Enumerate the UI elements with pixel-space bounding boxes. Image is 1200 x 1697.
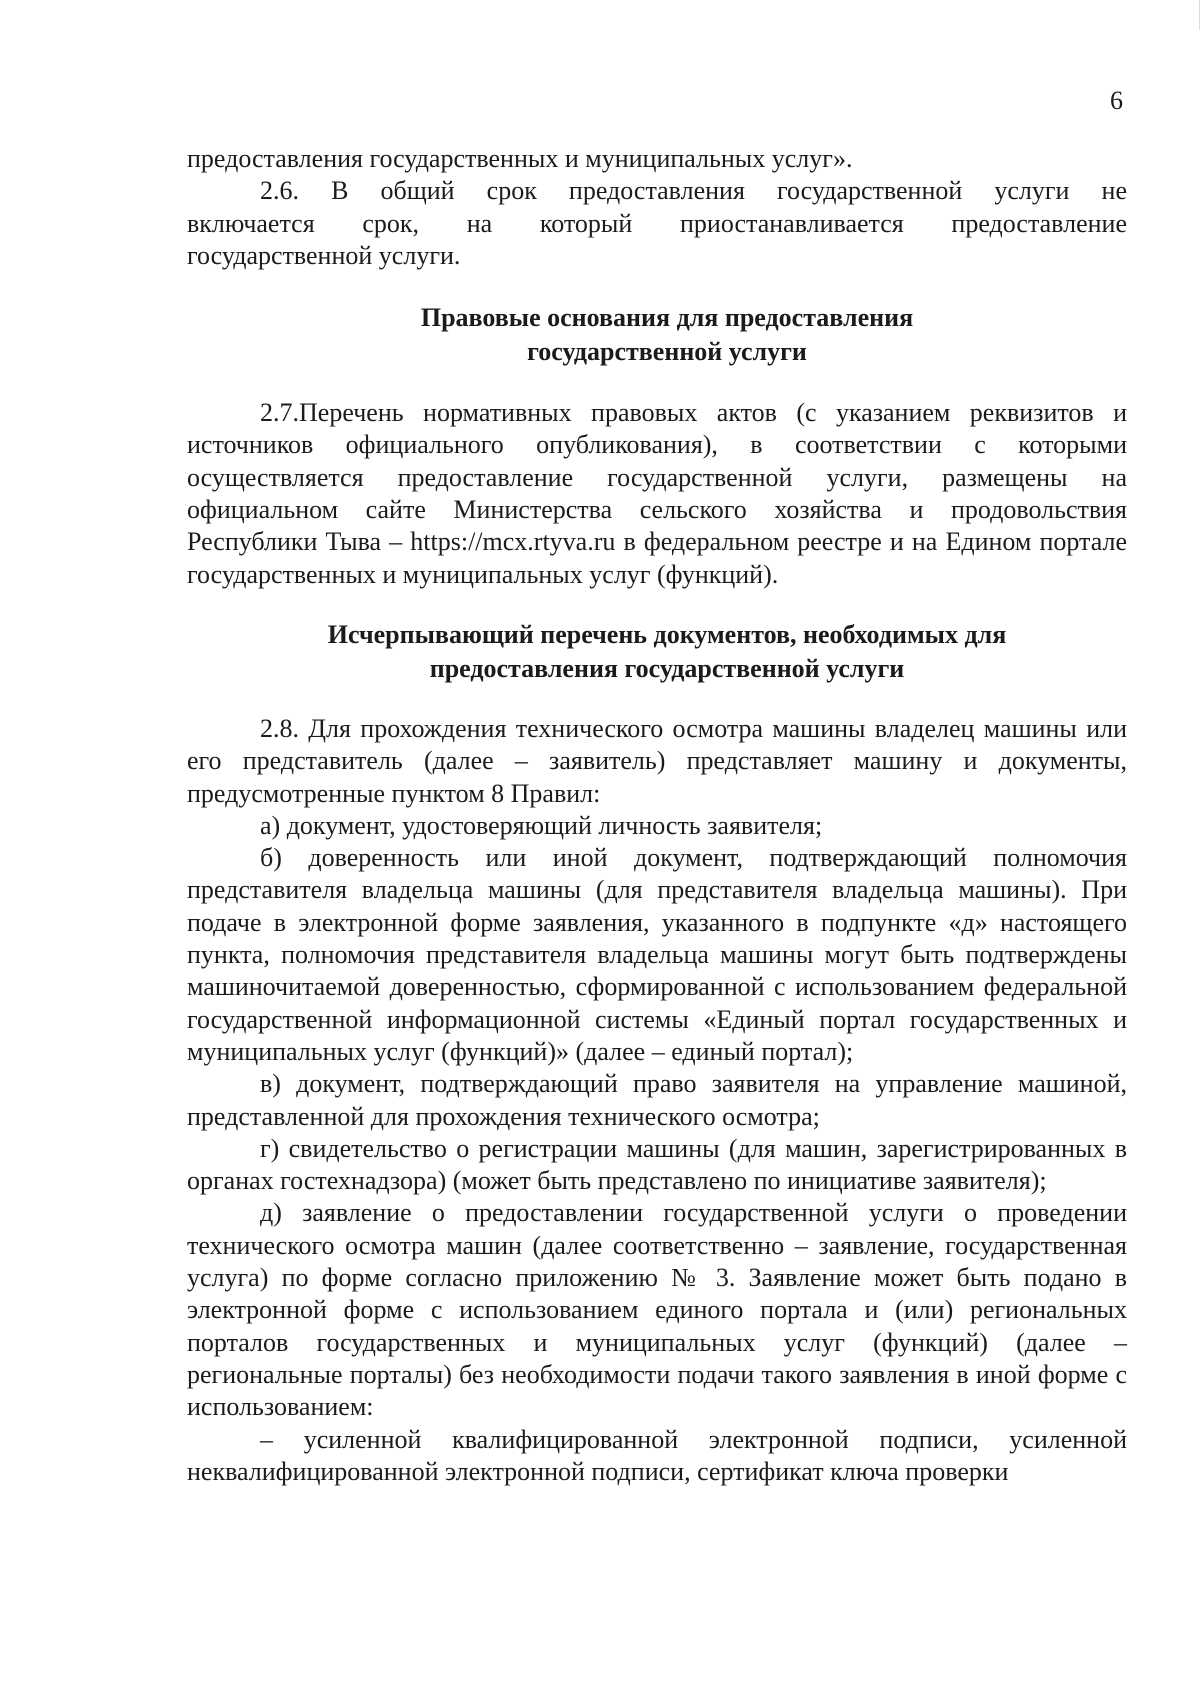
paragraph-2-7: 2.7.Перечень нормативных правовых актов (с указанием реквизитов и источников официального опубликования), в соответствии с которыми осуществляется предоставление государственной услуги, размещены на официальном сайте Министерства сельского хозяйства и продовольствия Республики Тыва – https://mcx.rtyva.ru в федеральном реестре и на Едином портале государственных и муниципальных услуг (функций). <box>187 398 1127 589</box>
list-item-dash: – усиленной квалифицированной электронной подписи, усиленной неквалифицированной электронной подписи, сертификат ключа проверки <box>187 1424 1127 1486</box>
paragraph-intro-end: предоставления государственных и муниципальных услуг». <box>187 144 853 173</box>
paragraph-2-6 <box>187 175 1127 272</box>
list-item-v: в) документ, подтверждающий право заявителя на управление машиной, представленной для прохождения технического осмотра; <box>187 1069 1127 1131</box>
section-heading-legal-basis <box>187 301 1127 369</box>
section-heading-documents-list <box>187 618 1127 686</box>
paragraph-2-6-line-3: государственной услуги. <box>187 240 461 270</box>
list-item-g: г) свидетельство о регистрации машины (для машин, зарегистрированных в органах гостехнадзора) (может быть представлено по инициативе заявителя); <box>187 1133 1127 1196</box>
paragraph-2-8: 2.8. Для прохождения технического осмотра машины владелец машины или его представитель (далее – заявитель) представляет машину и документы, предусмотренные пунктом 8 Правил: <box>187 713 1127 808</box>
document-body <box>187 143 1127 1488</box>
paragraph-2-6-line-1: 2.6. В общий срок предоставления государственной услуги не <box>260 176 1127 206</box>
list-item-b: б) доверенность или иной документ, подтверждающий полномочия представителя владельца машины (для представителя владельца машины). При подаче в электронной форме заявления, указанного в подпункте «д» настоящего пункта, полномочия представителя владельца машины могут быть подтверждены машиночитаемой доверенностью, сформированной с использованием федеральной государственной информационной системы «Единый портал государственных и муниципальных услуг (функций)» (далее – единый портал); <box>187 843 1127 1066</box>
paragraph-2-6-line-2: включается срок, на который приостанавливается предоставление <box>187 208 1127 238</box>
heading-line: государственной услуги <box>527 337 807 367</box>
heading-line: предоставления государственной услуги <box>429 653 905 683</box>
heading-line: Правовые основания для предоставления <box>420 303 914 333</box>
list-item-a: а) документ, удостоверяющий личность заявителя; <box>260 810 823 840</box>
heading-line: Исчерпывающий перечень документов, необходимых для <box>327 619 1007 649</box>
page-number: 6 <box>1110 86 1123 115</box>
list-item-d: д) заявление о предоставлении государственной услуги о проведении технического осмотра машин (далее соответственно – заявление, государственная услуга) по форме согласно приложению № 3. Заявление может быть подано в электронной форме с использованием единого портала и (или) региональных порталов государственных и муниципальных услуг (функций) (далее – региональные порталы) без необходимости подачи такого заявления в иной форме с использованием: <box>187 1198 1127 1422</box>
